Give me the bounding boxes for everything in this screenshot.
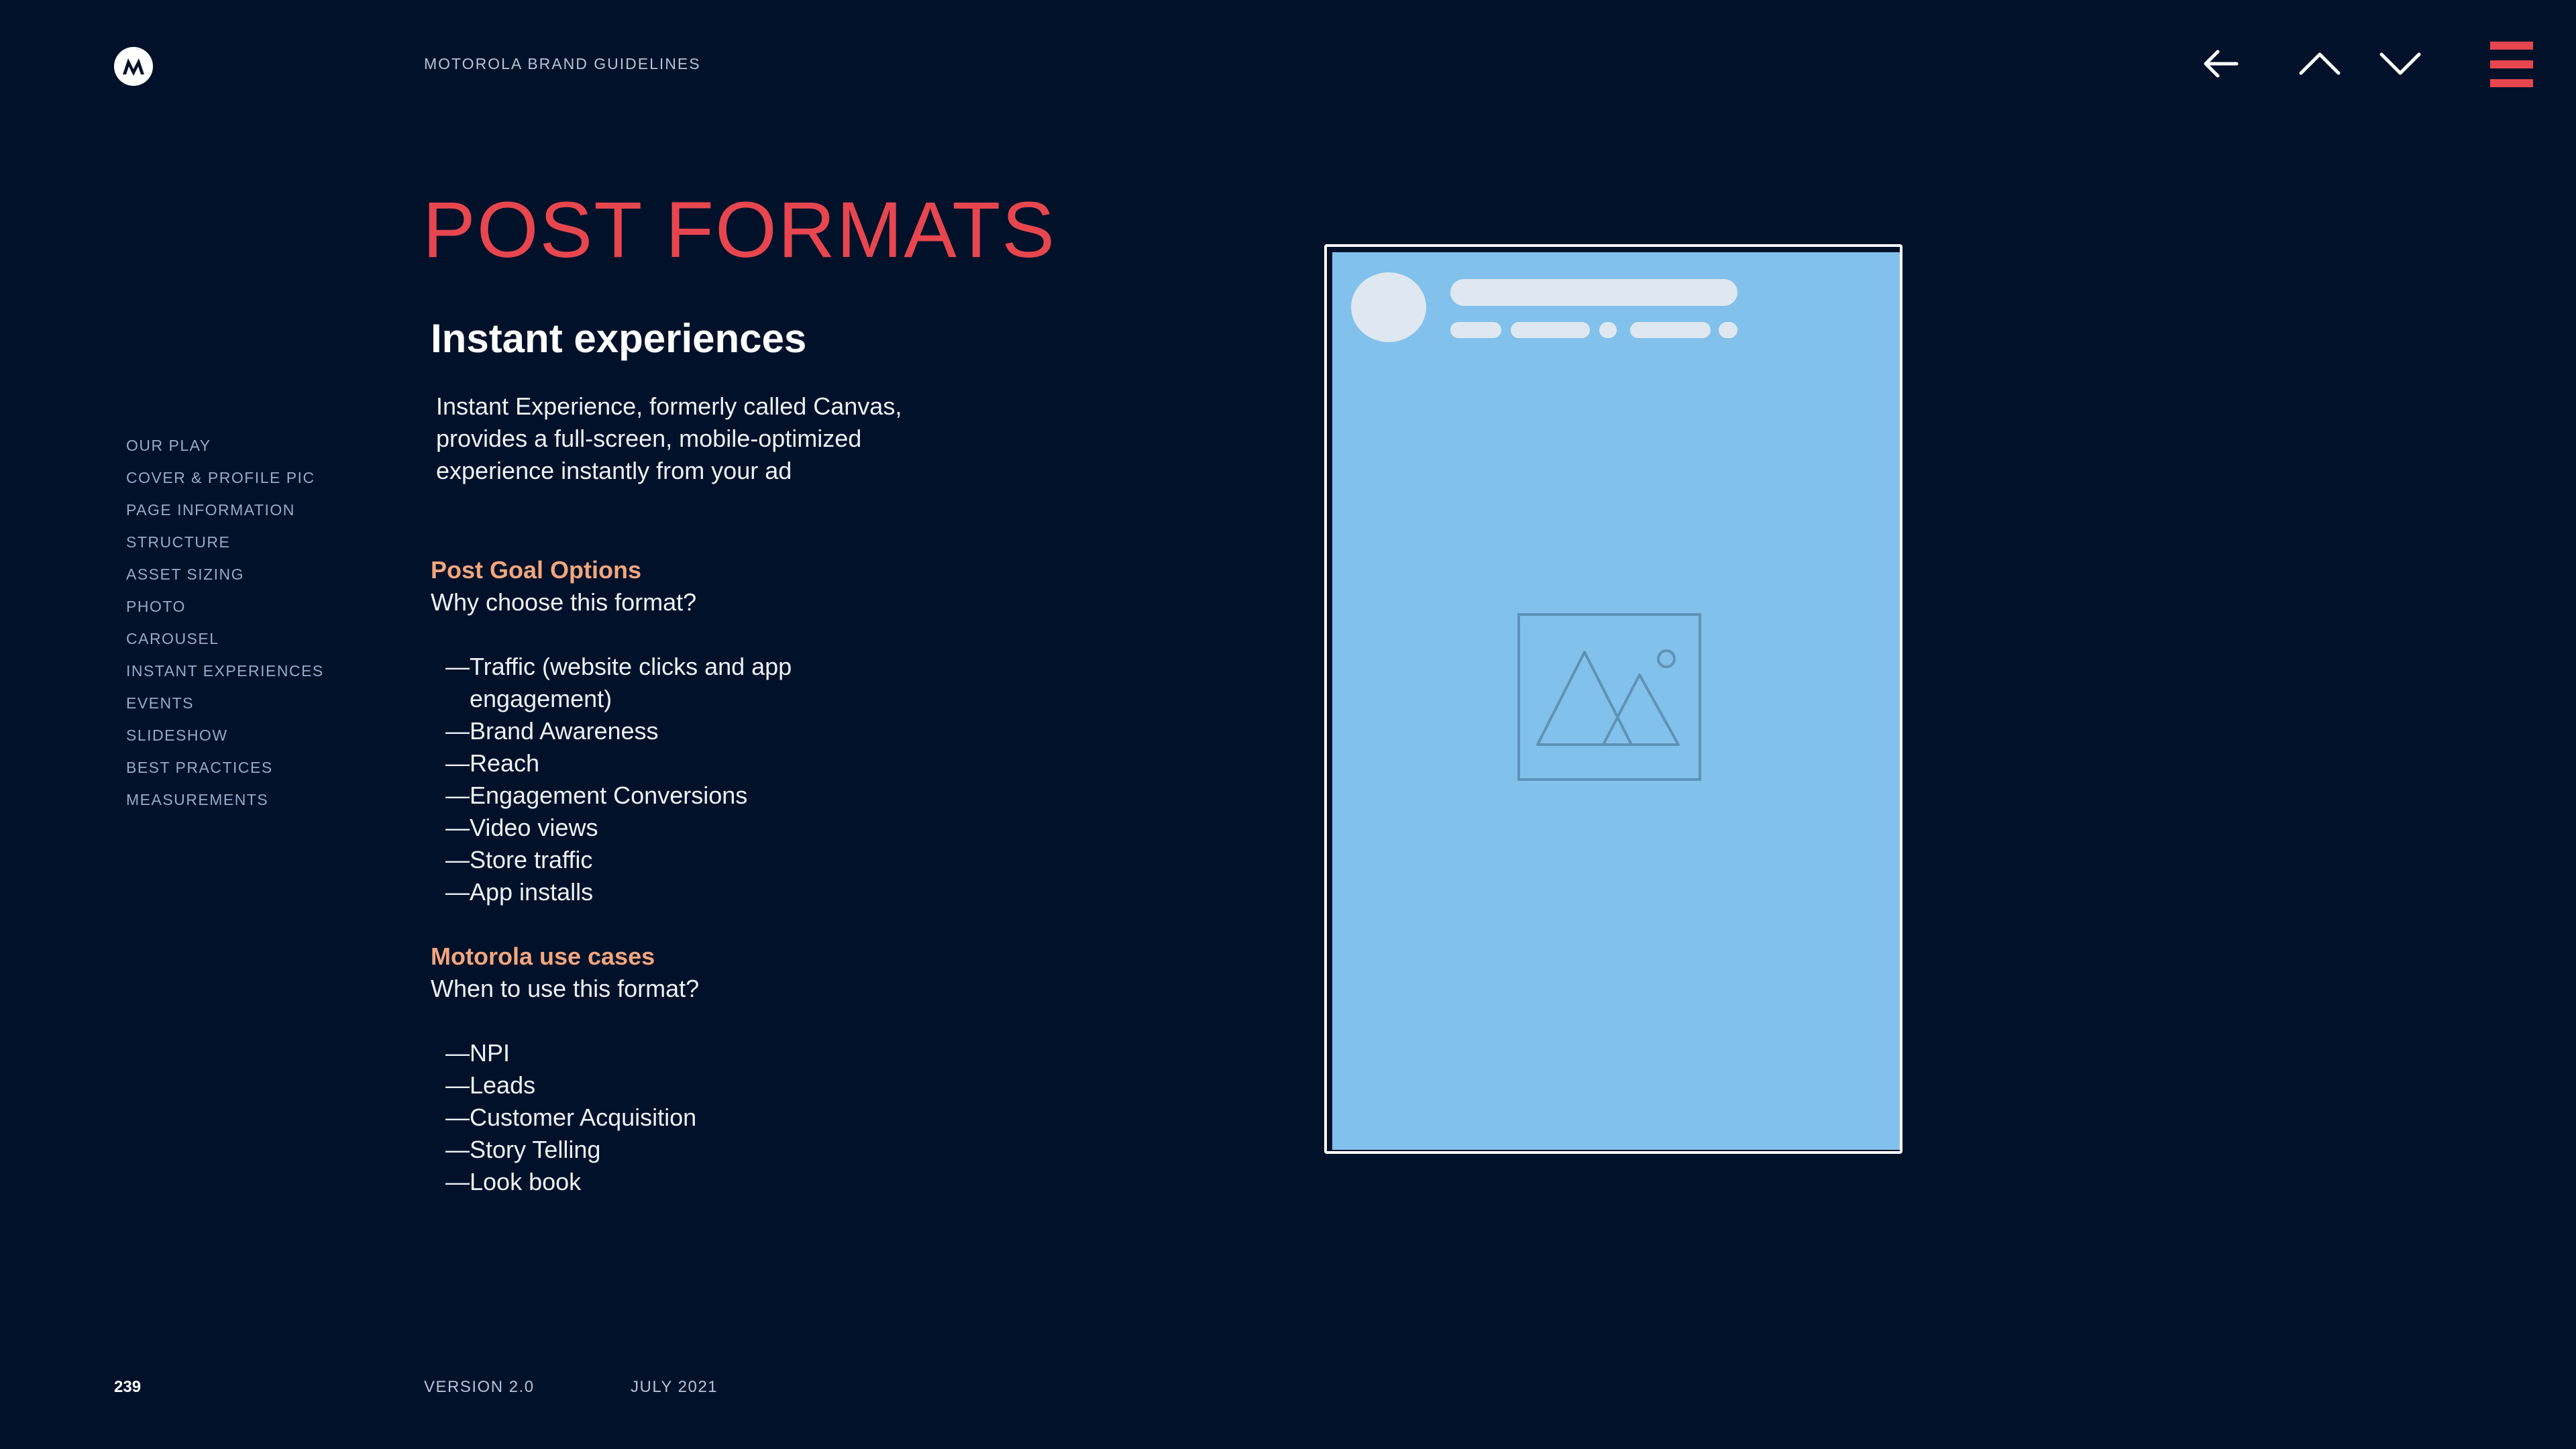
- sidebar-item-cover-profile-pic[interactable]: COVER & PROFILE PIC: [126, 469, 315, 486]
- page-title: POST FORMATS: [423, 186, 1057, 274]
- list-item: — App installs: [445, 878, 594, 906]
- post-goal-list: [445, 651, 845, 908]
- sidebar-item-photo[interactable]: PHOTO: [126, 598, 186, 615]
- motorola-batwing-icon: [119, 52, 148, 81]
- image-placeholder-icon: [1517, 613, 1703, 782]
- chevron-down-icon: [2379, 50, 2422, 77]
- use-cases-list: [445, 1037, 845, 1198]
- chevron-up-icon: [2298, 50, 2341, 77]
- version-label: VERSION 2.0: [424, 1378, 535, 1396]
- post-goal-question: Why choose this format?: [431, 588, 697, 616]
- list-item: — Brand Awareness: [445, 717, 659, 745]
- sidebar-item-structure[interactable]: STRUCTURE: [126, 533, 231, 551]
- list-item: — Video views: [445, 814, 598, 841]
- mockup-avatar-placeholder: [1351, 272, 1426, 342]
- next-page-button[interactable]: [2373, 40, 2427, 87]
- list-item: — Store traffic: [445, 846, 593, 873]
- mockup-meta-dot: [1719, 322, 1737, 338]
- list-item: — Traffic (website clicks and app engagement): [445, 653, 792, 712]
- mockup-headline-placeholder: [1450, 279, 1737, 306]
- sidebar-item-measurements[interactable]: MEASUREMENTS: [126, 791, 269, 808]
- post-goal-options-heading: Post Goal Options: [431, 556, 642, 584]
- intro-line: experience instantly from your ad: [436, 457, 792, 484]
- arrow-left-icon: [2200, 47, 2241, 80]
- sidebar-item-instant-experiences[interactable]: INSTANT EXPERIENCES: [126, 662, 324, 680]
- list-item: — NPI: [445, 1039, 511, 1067]
- list-item: — Reach: [445, 749, 540, 777]
- back-button[interactable]: [2194, 40, 2247, 87]
- sidebar-item-page-information[interactable]: PAGE INFORMATION: [126, 501, 295, 519]
- list-item: — Look book: [445, 1168, 582, 1195]
- brand-title: MOTOROLA BRAND GUIDELINES: [424, 55, 701, 72]
- list-item: — Story Telling: [445, 1136, 601, 1163]
- page-number: 239: [114, 1378, 142, 1396]
- date-label: JULY 2021: [631, 1378, 718, 1396]
- section-heading: Instant experiences: [431, 316, 807, 361]
- mockup-meta-placeholder: [1511, 322, 1590, 338]
- use-cases-question: When to use this format?: [431, 975, 700, 1002]
- intro-paragraph: [436, 390, 1026, 487]
- mockup-meta-placeholder: [1450, 322, 1501, 338]
- motorola-logo[interactable]: [114, 47, 153, 86]
- sidebar-item-asset-sizing[interactable]: ASSET SIZING: [126, 566, 245, 583]
- sidebar-item-events[interactable]: EVENTS: [126, 694, 195, 712]
- list-item: — Engagement Conversions: [445, 782, 748, 809]
- menu-button[interactable]: [2482, 39, 2541, 91]
- list-item: — Customer Acquisition: [445, 1104, 697, 1131]
- sidebar-item-carousel[interactable]: CAROUSEL: [126, 630, 219, 647]
- previous-page-button[interactable]: [2293, 40, 2347, 87]
- sidebar-item-slideshow[interactable]: SLIDESHOW: [126, 727, 228, 744]
- intro-line: provides a full-screen, mobile-optimized: [436, 425, 862, 452]
- use-cases-heading: Motorola use cases: [431, 943, 655, 970]
- sidebar-nav: [126, 429, 381, 816]
- mockup-meta-placeholder: [1630, 322, 1711, 338]
- list-item: — Leads: [445, 1071, 536, 1099]
- intro-line: Instant Experience, formerly called Canvas,: [436, 392, 902, 420]
- sidebar-item-best-practices[interactable]: BEST PRACTICES: [126, 759, 273, 776]
- mockup-meta-dot: [1599, 322, 1617, 338]
- sidebar-item-our-play[interactable]: OUR PLAY: [126, 437, 211, 454]
